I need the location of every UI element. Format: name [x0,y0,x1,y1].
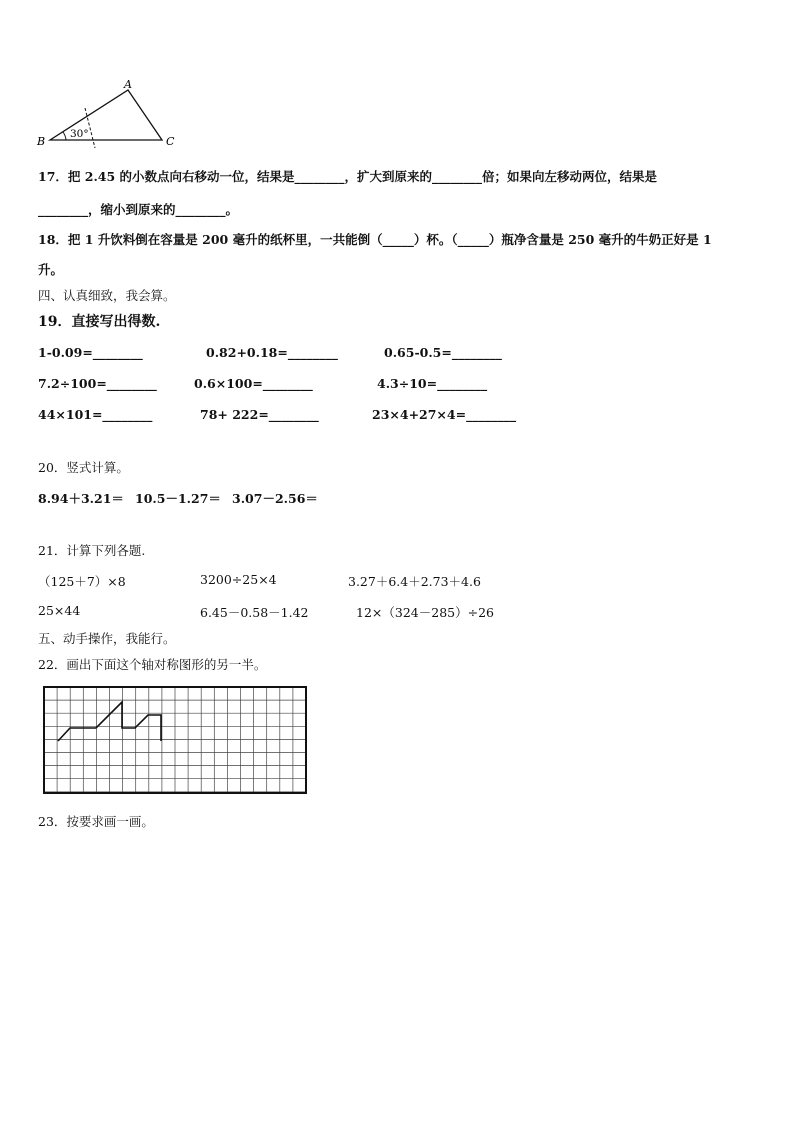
section-4-title: 四、认真细致，我会算。 [38,288,176,303]
q21-item-2-2: 6.45－0.58－1.42 [200,605,309,620]
q19-item-2-1: 7.2÷100=________ [38,376,157,391]
q21-item-1-3: 3.27＋6.4＋2.73＋4.6 [348,574,481,589]
q19-item-1-1: 1-0.09=________ [38,345,143,360]
q19-item-2-3: 4.3÷10=________ [377,376,488,391]
q19-item-3-2: 78+ 222=________ [200,407,319,422]
triangle-figure [30,78,190,150]
grid-lines [44,687,306,793]
q21-item-2-1: 25×44 [38,603,81,618]
q19-item-2-2: 0.6×100=________ [194,376,313,391]
vertex-b-label: B [37,135,46,148]
angle-label: 30° [70,128,89,140]
vertex-a-label: A [124,78,132,91]
q19-item-1-3: 0.65-0.5=________ [384,345,502,360]
question-18-line-2: 升。 [38,262,64,277]
q19-item-3-3: 23×4+27×4=________ [372,407,517,422]
question-20-title: 20．竖式计算。 [38,460,129,475]
q21-item-2-3: 12×（324－285）÷26 [356,605,494,620]
question-21-title: 21．计算下列各题. [38,543,146,558]
q20-problem-1: 8.94＋3.21＝ [38,491,124,506]
q19-item-3-1: 44×101=________ [38,407,153,422]
question-22-title: 22．画出下面这个轴对称图形的另一半。 [38,657,267,672]
section-5-title: 五、动手操作，我能行。 [38,631,176,646]
question-17-line-1: 17．把 2.45 的小数点向右移动一位，结果是________，扩大到原来的________倍；如果向左移动两位，结果是 [38,169,658,184]
question-17-line-2: ________，缩小到原来的________。 [38,202,239,217]
question-18-line-1: 18．把 1 升饮料倒在容量是 200 毫升的纸杯里，一共能倒（_____）杯。（_____）瓶净含量是 250 毫升的牛奶正好是 1 [38,232,712,247]
vertex-c-label: C [166,135,175,148]
angle-arc [63,132,66,140]
q21-item-1-1: （125＋7）×8 [38,574,126,589]
symmetry-grid [43,686,309,798]
q20-problem-3: 3.07－2.56＝ [232,491,318,506]
q20-problem-2: 10.5－1.27＝ [135,491,221,506]
q21-item-1-2: 3200÷25×4 [200,572,277,587]
question-23-title: 23．按要求画一画。 [38,814,154,829]
q19-item-1-2: 0.82+0.18=________ [206,345,338,360]
question-19-title: 19．直接写出得数. [38,314,161,330]
triangle-abc [50,90,162,140]
